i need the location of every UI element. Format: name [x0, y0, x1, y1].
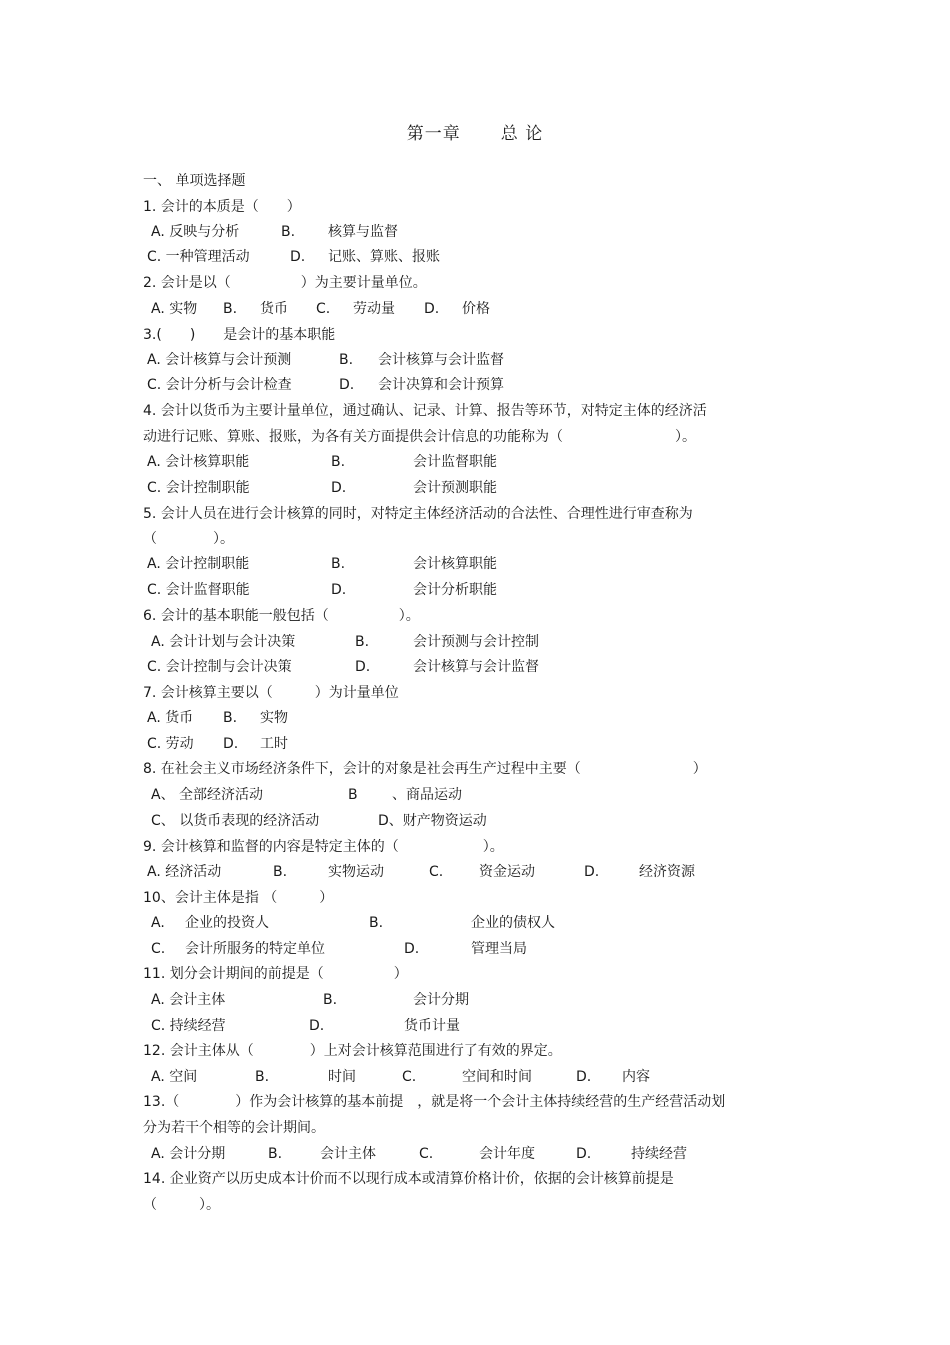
- q6-option-b-letter: B.: [355, 634, 370, 650]
- question-14-stem-line-1: 14. 企业资产以历史成本计价而不以现行成本或清算价格计价，依据的会计核算前提是: [143, 1171, 674, 1187]
- q11-option-b-text: 会计分期: [413, 992, 469, 1008]
- q3-option-a: A. 会计核算与会计预测: [147, 352, 292, 368]
- q5-option-d-letter: D.: [331, 582, 347, 598]
- question-12-stem: 12. 会计主体从（ ）上对会计核算范围进行了有效的界定。: [143, 1043, 562, 1059]
- question-13-stem-line-1: 13.（ ）作为会计核算的基本前提 ，就是将一个会计主体持续经营的生产经营活动划: [143, 1094, 726, 1110]
- q8-option-d: D、财产物资运动: [378, 813, 487, 829]
- q1-option-a: A. 反映与分析: [151, 224, 240, 240]
- q1-option-d-text: 记账、算账、报账: [328, 249, 440, 265]
- chapter-name: 总 论: [500, 124, 544, 144]
- question-3-stem: 3.( ) 是会计的基本职能: [143, 327, 336, 343]
- q12-option-d-letter: D.: [576, 1069, 592, 1085]
- q5-option-c: C. 会计监督职能: [147, 582, 250, 598]
- q9-option-d-letter: D.: [584, 864, 600, 880]
- q5-option-d-text: 会计分析职能: [413, 582, 497, 598]
- q10-option-d-letter: D.: [404, 941, 420, 957]
- q6-option-a: A. 会计计划与会计决策: [151, 634, 296, 650]
- q8-option-c: C、 以货币表现的经济活动: [151, 813, 320, 829]
- q3-option-c: C. 会计分析与会计检查: [147, 377, 292, 393]
- chapter-title: [0, 119, 950, 144]
- q2-option-c-text: 劳动量: [353, 301, 395, 317]
- question-10-stem: 10、会计主体是指 （ ）: [143, 890, 334, 906]
- q1-option-b-text: 核算与监督: [328, 224, 398, 240]
- q10-option-c-letter: C.: [151, 941, 166, 957]
- q4-option-d-letter: D.: [331, 480, 347, 496]
- question-13-stem-line-2: 分为若干个相等的会计期间。: [143, 1120, 325, 1136]
- q3-option-b-letter: B.: [339, 352, 354, 368]
- q11-option-d-text: 货币计量: [404, 1018, 460, 1034]
- q13-option-b-letter: B.: [268, 1146, 283, 1162]
- q7-option-b-text: 实物: [260, 710, 288, 726]
- q6-option-d-letter: D.: [355, 659, 371, 675]
- q8-option-b-text: 、商品运动: [392, 787, 462, 803]
- q13-option-c-letter: C.: [419, 1146, 434, 1162]
- q11-option-d-letter: D.: [309, 1018, 325, 1034]
- q9-option-b-letter: B.: [273, 864, 288, 880]
- q13-option-b-text: 会计主体: [320, 1146, 376, 1162]
- question-9-stem: 9. 会计核算和监督的内容是特定主体的（ ）。: [143, 839, 504, 855]
- q6-option-b-text: 会计预测与会计控制: [413, 634, 539, 650]
- question-1-stem: 1. 会计的本质是（ ）: [143, 199, 301, 215]
- q2-option-b-letter: B.: [223, 301, 238, 317]
- q12-option-b-text: 时间: [328, 1069, 356, 1085]
- q10-option-a-text: 企业的投资人: [185, 915, 269, 931]
- q2-option-d-letter: D.: [424, 301, 440, 317]
- q6-option-d-text: 会计核算与会计监督: [413, 659, 539, 675]
- question-6-stem: 6. 会计的基本职能一般包括（ ）。: [143, 608, 420, 624]
- q3-option-d-letter: D.: [339, 377, 355, 393]
- question-4-stem-line-1: 4. 会计以货币为主要计量单位，通过确认、记录、计算、报告等环节，对特定主体的经济活: [143, 403, 707, 419]
- q13-option-d-text: 持续经营: [631, 1146, 687, 1162]
- q12-option-a: A. 空间: [151, 1069, 198, 1085]
- q5-option-b-text: 会计核算职能: [413, 556, 497, 572]
- q9-option-c-letter: C.: [429, 864, 444, 880]
- question-2-stem: 2. 会计是以（ ）为主要计量单位。: [143, 275, 427, 291]
- question-5-stem-line-1: 5. 会计人员在进行会计核算的同时，对特定主体经济活动的合法性、合理性进行审查称为: [143, 506, 693, 522]
- q4-option-a: A. 会计核算职能: [147, 454, 250, 470]
- q1-option-b-letter: B.: [281, 224, 296, 240]
- q4-option-b-letter: B.: [331, 454, 346, 470]
- q13-option-d-letter: D.: [576, 1146, 592, 1162]
- q5-option-b-letter: B.: [331, 556, 346, 572]
- q6-option-c: C. 会计控制与会计决策: [147, 659, 292, 675]
- q2-option-d-text: 价格: [462, 301, 490, 317]
- q13-option-a: A. 会计分期: [151, 1146, 226, 1162]
- q7-option-a: A. 货币: [147, 710, 194, 726]
- q10-option-a-letter: A.: [151, 915, 165, 931]
- q9-option-b-text: 实物运动: [328, 864, 384, 880]
- q10-option-c-text: 会计所服务的特定单位: [185, 941, 325, 957]
- q3-option-b-text: 会计核算与会计监督: [378, 352, 504, 368]
- section-heading: 一、 单项选择题: [143, 173, 246, 189]
- q12-option-d-text: 内容: [622, 1069, 650, 1085]
- q13-option-c-text: 会计年度: [479, 1146, 535, 1162]
- q11-option-c: C. 持续经营: [151, 1018, 226, 1034]
- q10-option-d-text: 管理当局: [471, 941, 527, 957]
- q11-option-a: A. 会计主体: [151, 992, 226, 1008]
- q9-option-a: A. 经济活动: [147, 864, 222, 880]
- q4-option-d-text: 会计预测职能: [413, 480, 497, 496]
- q8-option-a: A、 全部经济活动: [151, 787, 264, 803]
- question-7-stem: 7. 会计核算主要以（ ）为计量单位: [143, 685, 399, 701]
- q8-option-b-letter: B: [348, 787, 358, 803]
- q7-option-d-letter: D.: [223, 736, 239, 752]
- q1-option-d-letter: D.: [290, 249, 306, 265]
- question-14-stem-line-2: （ ）。: [143, 1197, 220, 1213]
- question-4-stem-line-2: 动进行记账、算账、报账，为各有关方面提供会计信息的功能称为（ ）。: [143, 429, 696, 445]
- q11-option-b-letter: B.: [323, 992, 338, 1008]
- q12-option-c-letter: C.: [402, 1069, 417, 1085]
- q10-option-b-letter: B.: [369, 915, 384, 931]
- q3-option-d-text: 会计决算和会计预算: [378, 377, 504, 393]
- q9-option-c-text: 资金运动: [479, 864, 535, 880]
- q4-option-b-text: 会计监督职能: [413, 454, 497, 470]
- q2-option-c-letter: C.: [316, 301, 331, 317]
- q4-option-c: C. 会计控制职能: [147, 480, 250, 496]
- q12-option-b-letter: B.: [255, 1069, 270, 1085]
- question-5-stem-line-2: （ ）。: [143, 531, 234, 547]
- q9-option-d-text: 经济资源: [639, 864, 695, 880]
- chapter-number: 第一章: [406, 124, 461, 144]
- q2-option-b-text: 货币: [260, 301, 288, 317]
- q7-option-b-letter: B.: [223, 710, 238, 726]
- q1-option-c: C. 一种管理活动: [147, 249, 250, 265]
- q7-option-c: C. 劳动: [147, 736, 194, 752]
- q10-option-b-text: 企业的债权人: [471, 915, 555, 931]
- question-8-stem: 8. 在社会主义市场经济条件下，会计的对象是社会再生产过程中主要（ ）: [143, 761, 707, 777]
- q12-option-c-text: 空间和时间: [462, 1069, 532, 1085]
- q2-option-a: A. 实物: [151, 301, 198, 317]
- question-11-stem: 11. 划分会计期间的前提是（ ）: [143, 966, 408, 982]
- q7-option-d-text: 工时: [260, 736, 288, 752]
- q5-option-a: A. 会计控制职能: [147, 556, 250, 572]
